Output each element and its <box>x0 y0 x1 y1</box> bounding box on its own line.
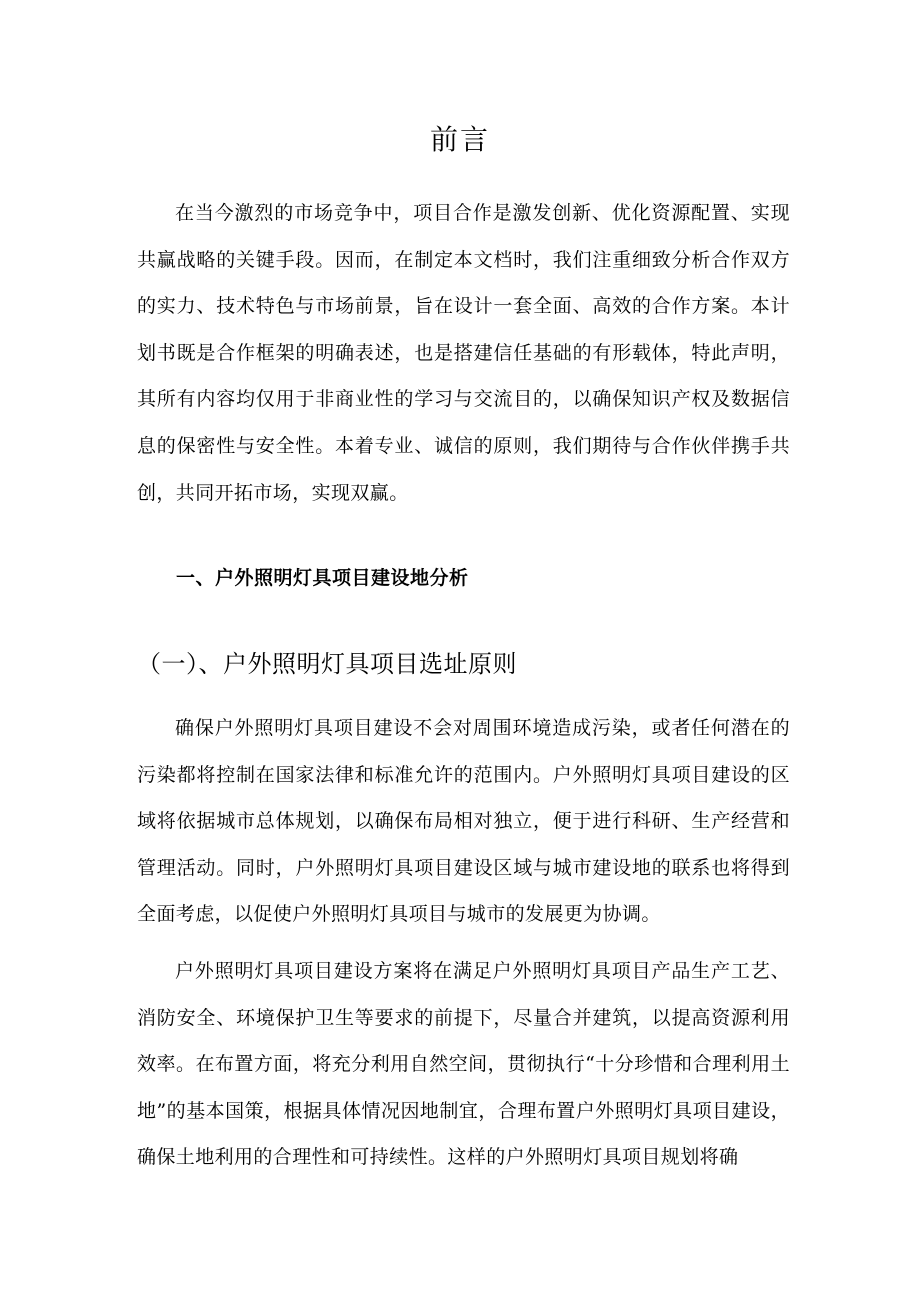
body-paragraph-1: 确保户外照明灯具项目建设不会对周围环境造成污染，或者任何潜在的污染都将控制在国家法律和标准允许的范围内。户外照明灯具项目建设的区域将依据城市总体规划，以确保布局相对独立，便于进行科研、生产经营和管理活动。同时，户外照明灯具项目建设区域与城市建设地的联系也将得到全面考虑，以促使户外照明灯具项目与城市的发展更为协调。 <box>137 717 790 926</box>
body-paragraph-2: 户外照明灯具项目建设方案将在满足户外照明灯具项目产品生产工艺、消防安全、环境保护卫生等要求的前提下，尽量合并建筑，以提高资源利用效率。在布置方面，将充分利用自然空间，贯彻执行“十分珍惜和合理利用土地”的基本国策，根据具体情况因地制宜，合理布置户外照明灯具项目建设，确保土地利用的合理性和可持续性。这样的户外照明灯具项目规划将确 <box>137 960 790 1169</box>
intro-paragraph: 在当今激烈的市场竞争中，项目合作是激发创新、优化资源配置、实现共赢战略的关键手段。因而，在制定本文档时，我们注重细致分析合作双方的实力、技术特色与市场前景，旨在设计一套全面、高效的合作方案。本计划书既是合作框架的明确表述，也是搭建信任基础的有形载体，特此声明，其所有内容均仅用于非商业性的学习与交流目的，以确保知识产权及数据信息的保密性与安全性。本着专业、诚信的原则，我们期待与合作伙伴携手共创，共同开拓市场，实现双赢。 <box>137 202 790 504</box>
section-heading: 一、户外照明灯具项目建设地分析 <box>176 567 469 589</box>
subsection-heading: （一）、户外照明灯具项目选址原则 <box>137 650 517 678</box>
page-title: 前言 <box>429 123 490 156</box>
